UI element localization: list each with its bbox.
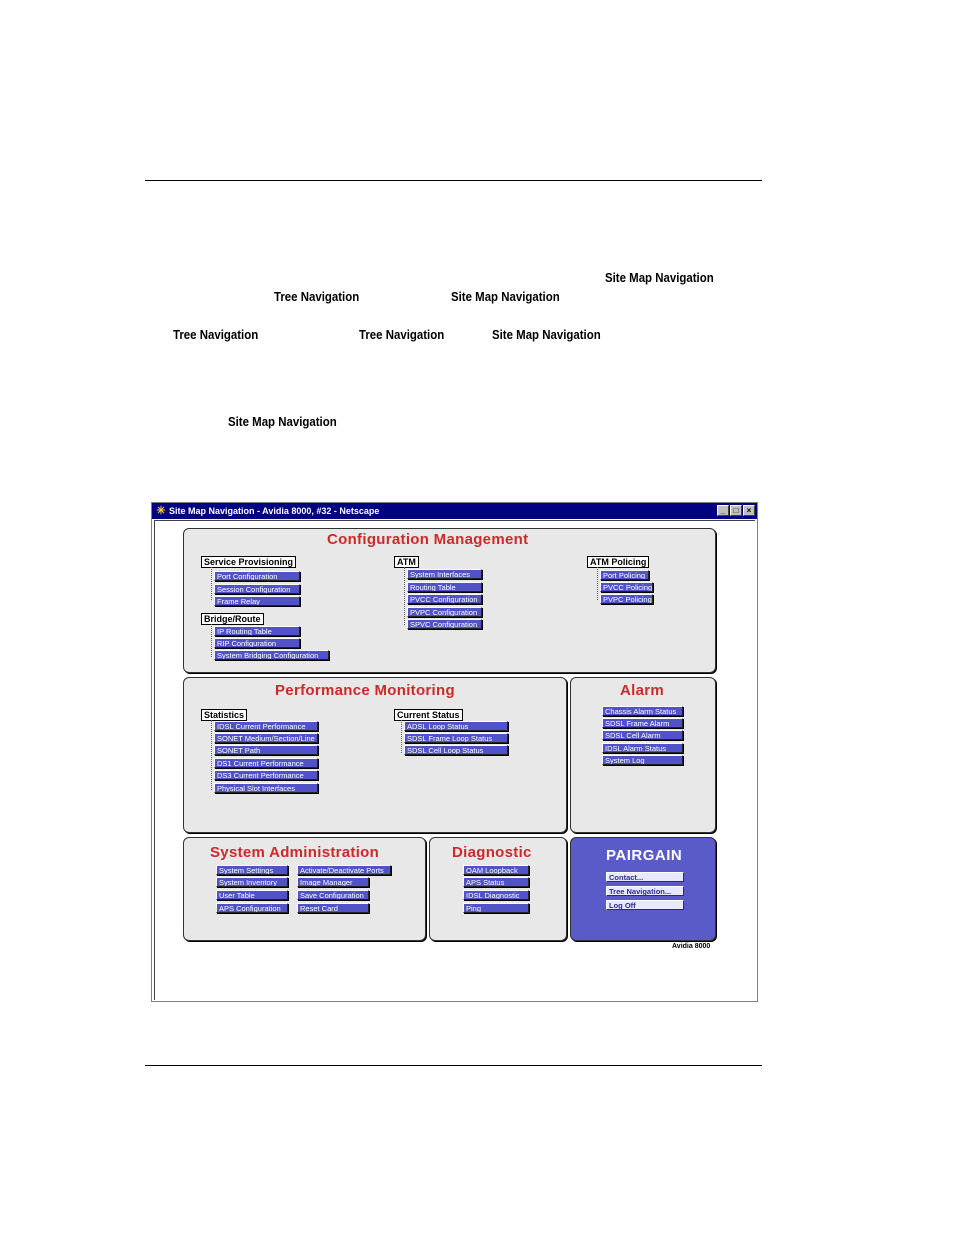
current-status-label: Current Status: [394, 709, 463, 721]
minimize-button[interactable]: _: [717, 505, 729, 516]
link-session-configuration[interactable]: Session Configuration: [214, 584, 300, 594]
link-ds1-current-performance[interactable]: DS1 Current Performance: [214, 758, 318, 768]
link-aps-status[interactable]: APS Status: [463, 877, 529, 887]
atm-tree: [404, 567, 405, 625]
link-ip-routing-table[interactable]: IP Routing Table: [214, 626, 300, 636]
config-management-title: Configuration Management: [327, 531, 529, 548]
atm-label: ATM: [394, 556, 419, 568]
system-administration-title: System Administration: [210, 844, 380, 861]
link-system-inventory[interactable]: System Inventory: [216, 877, 288, 887]
link-pvpc-policing[interactable]: PVPC Policing: [600, 594, 653, 604]
maximize-button[interactable]: □: [730, 505, 742, 516]
link-tree-navigation[interactable]: Tree Navigation...: [606, 886, 684, 896]
link-idsl-current-performance[interactable]: IDSL Current Performance: [214, 721, 318, 731]
link-spvc-configuration[interactable]: SPVC Configuration: [407, 619, 482, 629]
pairgain-panel: [570, 837, 716, 941]
service-provisioning-tree: [211, 567, 212, 600]
link-save-configuration[interactable]: Save Configuration: [297, 890, 369, 900]
link-contact[interactable]: Contact...: [606, 872, 684, 882]
system-administration-panel: [183, 837, 426, 941]
link-adsl-loop-status[interactable]: ADSL Loop Status: [404, 721, 508, 731]
browser-window: [151, 502, 758, 1002]
link-routing-table[interactable]: Routing Table: [407, 582, 482, 592]
ref-tree-navigation: Tree Navigation: [274, 289, 360, 304]
link-port-configuration[interactable]: Port Configuration: [214, 571, 300, 581]
link-idsl-alarm-status[interactable]: IDSL Alarm Status: [602, 743, 683, 753]
atm-policing-label: ATM Policing: [587, 556, 649, 568]
link-oam-loopback[interactable]: OAM Loopback: [463, 865, 529, 875]
link-sdsl-frame-loop-status[interactable]: SDSL Frame Loop Status: [404, 733, 508, 743]
ref-tree-navigation: Tree Navigation: [173, 327, 259, 342]
link-pvcc-configuration[interactable]: PVCC Configuration: [407, 594, 482, 604]
link-system-settings[interactable]: System Settings: [216, 865, 288, 875]
link-sdsl-frame-alarm[interactable]: SDSL Frame Alarm: [602, 718, 683, 728]
link-rip-configuration[interactable]: RIP Configuration: [214, 638, 300, 648]
performance-monitoring-title: Performance Monitoring: [275, 682, 455, 699]
link-ping[interactable]: Ping: [463, 903, 529, 913]
link-port-policing[interactable]: Port Policing: [600, 570, 649, 580]
ref-site-map-navigation: Site Map Navigation: [605, 270, 714, 285]
performance-monitoring-panel: [183, 677, 567, 833]
statistics-label: Statistics: [201, 709, 247, 721]
link-reset-card[interactable]: Reset Card: [297, 903, 369, 913]
atm-policing-tree: [597, 567, 598, 600]
model-label: Avidia 8000: [672, 943, 711, 950]
ref-site-map-navigation: Site Map Navigation: [451, 289, 560, 304]
diagnostic-panel: [429, 837, 567, 941]
config-management-panel: [183, 528, 716, 673]
link-system-interfaces[interactable]: System Interfaces: [407, 569, 482, 579]
link-image-manager[interactable]: Image Manager: [297, 877, 369, 887]
link-physical-slot-interfaces[interactable]: Physical Slot Interfaces: [214, 783, 318, 793]
netscape-logo-icon: ✳: [156, 505, 166, 517]
link-user-table[interactable]: User Table: [216, 890, 288, 900]
close-button[interactable]: ×: [743, 505, 755, 516]
link-idsl-diagnostic[interactable]: IDSL Diagnostic: [463, 890, 529, 900]
current-status-tree: [401, 720, 402, 753]
link-system-log[interactable]: System Log: [602, 755, 683, 765]
ref-tree-navigation: Tree Navigation: [359, 327, 445, 342]
bridge-route-label: Bridge/Route: [201, 613, 264, 625]
service-provisioning-label: Service Provisioning: [201, 556, 296, 568]
window-title: Site Map Navigation - Avidia 8000, #32 - Netscape: [169, 506, 380, 516]
top-rule: [145, 180, 762, 181]
window-titlebar[interactable]: [152, 503, 757, 519]
link-ds3-current-performance[interactable]: DS3 Current Performance: [214, 770, 318, 780]
link-sdsl-cell-alarm[interactable]: SDSL Cell Alarm: [602, 730, 683, 740]
link-sdsl-cell-loop-status[interactable]: SDSL Cell Loop Status: [404, 745, 508, 755]
statistics-tree: [211, 720, 212, 790]
site-map-content: [154, 520, 755, 1000]
diagnostic-title: Diagnostic: [452, 844, 532, 861]
pairgain-logo: PAIRGAIN: [606, 847, 683, 864]
alarm-panel: [570, 677, 716, 833]
link-sonet-path[interactable]: SONET Path: [214, 745, 318, 755]
link-aps-configuration[interactable]: APS Configuration: [216, 903, 288, 913]
link-system-bridging-configuration[interactable]: System Bridging Configuration: [214, 650, 329, 660]
alarm-title: Alarm: [620, 682, 665, 699]
link-sonet-medium-section-line[interactable]: SONET Medium/Section/Line: [214, 733, 318, 743]
link-log-off[interactable]: Log Off: [606, 900, 684, 910]
bridge-route-tree: [211, 624, 212, 657]
link-chassis-alarm-status[interactable]: Chassis Alarm Status: [602, 706, 683, 716]
bottom-rule: [145, 1065, 762, 1066]
ref-site-map-navigation: Site Map Navigation: [228, 414, 337, 429]
ref-site-map-navigation: Site Map Navigation: [492, 327, 601, 342]
link-frame-relay[interactable]: Frame Relay: [214, 596, 300, 606]
link-pvpc-configuration[interactable]: PVPC Configuration: [407, 607, 482, 617]
link-pvcc-policing[interactable]: PVCC Policing: [600, 582, 653, 592]
link-activate-deactivate-ports[interactable]: Activate/Deactivate Ports: [297, 865, 391, 875]
